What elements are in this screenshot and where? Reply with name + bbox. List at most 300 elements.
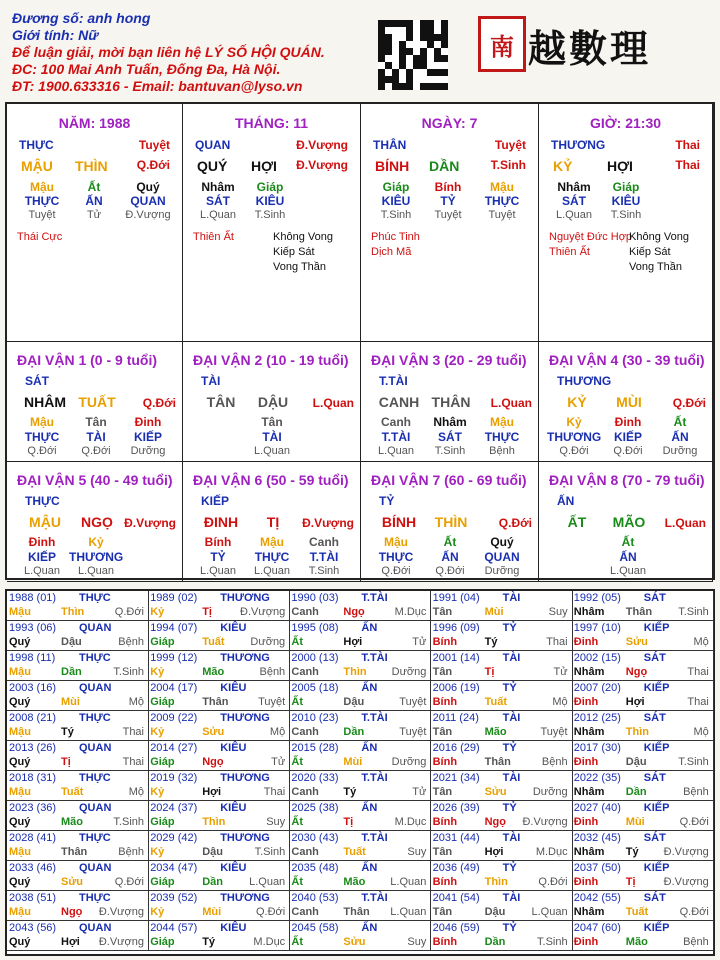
year-branch: Sửu: [202, 726, 225, 738]
year-branch: Dần: [484, 936, 506, 948]
dai-van-cell: [539, 462, 713, 582]
dai-van-stage: Q.Đới: [142, 396, 176, 410]
year-god: ẤN: [361, 862, 378, 874]
hidden-stem: Mậu: [260, 535, 284, 549]
year-stage: Bệnh: [259, 666, 286, 678]
year-label: 2041 (54): [432, 892, 480, 904]
year-stem: Kỷ: [150, 846, 165, 858]
year-god: TỶ: [502, 682, 517, 694]
year-god: KIẾP: [643, 742, 670, 754]
dai-van-god: SÁT: [25, 374, 49, 388]
year-cell: [431, 801, 573, 831]
hidden-god: TÀI: [262, 430, 282, 444]
year-cell: [572, 861, 714, 891]
year-stem: Ất: [291, 936, 303, 948]
hidden-stem: Kỷ: [566, 415, 582, 429]
year-cell: [431, 591, 573, 621]
year-god: KIÊU: [220, 862, 247, 874]
year-stem: Bính: [432, 876, 458, 888]
phone-email-line: ĐT: 1900.633316 - Email: bantuvan@lyso.vn: [12, 78, 303, 94]
year-stage: Q.Đới: [114, 876, 144, 888]
year-branch: Mão: [202, 666, 225, 678]
stage-top: Thai: [675, 138, 700, 152]
year-stage: Thai: [546, 636, 568, 648]
year-branch: Tị: [343, 816, 354, 828]
dai-van-stage: L.Quan: [664, 516, 706, 530]
ten-god-top: QUAN: [195, 138, 231, 152]
year-stage: Suy: [266, 816, 286, 828]
year-god: TÀI: [502, 712, 521, 724]
year-stem: Nhâm: [573, 906, 605, 918]
year-label: 2006 (19): [432, 682, 480, 694]
year-branch: Tý: [202, 936, 216, 948]
year-stem: Tân: [432, 786, 453, 798]
year-stage: Đ.Vượng: [240, 606, 286, 618]
year-cell: [7, 711, 149, 741]
year-stem: Giáp: [150, 756, 175, 768]
year-cell: [148, 861, 290, 891]
pillar-title: NĂM: 1988: [58, 115, 131, 131]
hidden-stage: Tuyệt: [28, 209, 56, 221]
year-stem: Nhâm: [573, 666, 605, 678]
year-cell: [148, 681, 290, 711]
hidden-stem: Nhâm: [557, 180, 591, 194]
year-stage: Tuyệt: [399, 696, 427, 708]
hidden-stage: L.Quan: [609, 565, 647, 577]
hidden-stage: L.Quan: [253, 445, 291, 457]
year-branch: Tý: [343, 786, 357, 798]
hidden-god: THƯƠNG: [69, 550, 124, 564]
year-branch: Thân: [202, 696, 229, 708]
year-cell: [431, 681, 573, 711]
hidden-stem: Đinh: [134, 415, 162, 429]
year-god: T.TÀI: [361, 712, 388, 724]
pillar-grid: [5, 102, 715, 580]
year-label: 2009 (22): [150, 712, 198, 724]
hidden-stage: T.Sinh: [254, 209, 286, 221]
year-label: 2026 (39): [432, 802, 480, 814]
year-label: 2022 (35): [573, 772, 621, 784]
year-cell: [7, 651, 149, 681]
year-stage: Suy: [548, 606, 568, 618]
year-branch: Dậu: [343, 696, 365, 708]
year-branch: Thìn: [202, 816, 226, 828]
year-cell: [431, 771, 573, 801]
pillar-title: GIỜ: 21:30: [589, 115, 662, 131]
year-branch: Sửu: [343, 936, 366, 948]
year-stage: M.Dục: [253, 936, 286, 948]
year-branch: Dần: [202, 876, 223, 888]
year-stage: T.Sinh: [678, 606, 709, 618]
hidden-stage: L.Quan: [77, 565, 115, 577]
year-cell: [7, 861, 149, 891]
year-god: TỶ: [502, 802, 517, 814]
hidden-stem: Giáp: [382, 180, 410, 194]
year-stem: Mậu: [9, 666, 31, 678]
year-stage: Tử: [412, 636, 427, 648]
dai-van-branch: TUẤT: [78, 394, 116, 410]
year-stage: Đ.Vượng: [522, 816, 568, 828]
year-label: 2015 (28): [291, 742, 339, 754]
hidden-stem: Quý: [136, 180, 160, 194]
hidden-god: TỶ: [440, 194, 456, 208]
year-stage: T.Sinh: [254, 846, 286, 858]
year-branch: Mão: [343, 876, 366, 888]
year-stem: Canh: [291, 726, 319, 738]
year-cell: [7, 801, 149, 831]
year-branch: Dần: [625, 786, 647, 798]
year-stem: Giáp: [150, 636, 175, 648]
year-label: 2039 (52): [150, 892, 198, 904]
hidden-stage: L.Quan: [199, 565, 237, 577]
year-stem: Ất: [291, 816, 303, 828]
year-stage: Thai: [687, 666, 709, 678]
year-stage: T.Sinh: [113, 666, 144, 678]
branch-stage: Thai: [675, 158, 700, 172]
year-stem: Bính: [432, 636, 458, 648]
year-branch: Dậu: [484, 906, 506, 918]
hidden-stage: Dưỡng: [130, 445, 166, 457]
year-cell: [431, 861, 573, 891]
hidden-god: THỰC: [484, 194, 520, 208]
year-label: 2021 (34): [432, 772, 480, 784]
year-branch: Dần: [343, 726, 365, 738]
year-branch: Tuất: [61, 786, 84, 798]
hidden-stage: Đ.Vượng: [125, 209, 171, 221]
hidden-stage: L.Quan: [199, 209, 237, 221]
year-god: KIẾP: [643, 922, 670, 934]
year-stem: Bính: [432, 816, 458, 828]
year-stage: L.Quan: [390, 906, 427, 918]
hidden-god: THỰC: [24, 430, 60, 444]
hidden-god: KIẾP: [133, 430, 162, 444]
year-stem: Ất: [291, 876, 303, 888]
year-label: 1996 (09): [432, 622, 480, 634]
year-stem: Bính: [432, 936, 458, 948]
year-god: QUAN: [79, 862, 112, 874]
dai-van-stem: TÂN: [206, 394, 236, 410]
year-stage: Đ.Vượng: [663, 846, 709, 858]
hidden-god: KIÊU: [255, 194, 285, 208]
year-branch: Mùi: [625, 816, 645, 828]
dai-van-stage: Đ.Vượng: [302, 516, 354, 530]
year-god: T.TÀI: [361, 892, 388, 904]
year-stage: Q.Đới: [114, 606, 144, 618]
hidden-stem: Tân: [85, 415, 107, 429]
year-god: TÀI: [502, 772, 521, 784]
hidden-stage: T.Sinh: [434, 445, 466, 457]
hidden-god: SÁT: [206, 194, 230, 208]
star-list-left: Nguyệt Đức Hợp Thiên Ất: [549, 231, 633, 258]
dai-van-cell: [361, 462, 539, 582]
year-label: 2024 (37): [150, 802, 198, 814]
year-stem: Kỷ: [150, 726, 165, 738]
year-stem: Canh: [291, 906, 319, 918]
dai-van-stem: MẬU: [29, 514, 61, 530]
hidden-stage: L.Quan: [377, 445, 415, 457]
hidden-god: KIẾP: [613, 430, 642, 444]
hidden-stem: Bính: [434, 180, 462, 194]
year-branch: Thân: [484, 756, 511, 768]
year-branch: Mùi: [202, 906, 222, 918]
branch-stage: T.Sinh: [490, 158, 526, 172]
year-stage: Tuyệt: [258, 696, 286, 708]
stage-top: Tuyệt: [494, 138, 526, 152]
year-stage: Dưỡng: [250, 636, 286, 648]
heavenly-stem: QUÝ: [197, 158, 228, 174]
year-branch: Mùi: [61, 696, 80, 708]
year-cell: [148, 591, 290, 621]
year-stem: Tân: [432, 606, 453, 618]
year-label: 2012 (25): [573, 712, 621, 724]
year-cell: [148, 651, 290, 681]
year-god: KIẾP: [643, 862, 670, 874]
year-stem: Quý: [9, 636, 31, 648]
hidden-stage: L.Quan: [555, 209, 593, 221]
contact-line: Để luận giải, mời bạn liên hệ LÝ SỐ HỘI QUÁN.: [12, 44, 325, 60]
hidden-stem: Quý: [490, 535, 514, 549]
pillar-title: NGÀY: 7: [421, 115, 478, 131]
year-stage: Bệnh: [541, 756, 568, 768]
year-god: ẤN: [361, 802, 378, 814]
year-label: 2043 (56): [9, 922, 57, 934]
year-label: 1991 (04): [432, 592, 480, 604]
hidden-stem: Giáp: [256, 180, 284, 194]
hidden-god: ẤN: [85, 194, 103, 208]
year-stage: T.Sinh: [537, 936, 568, 948]
year-stage: Q.Đới: [679, 816, 709, 828]
dai-van-cell: [539, 342, 713, 462]
year-label: 2020 (33): [291, 772, 339, 784]
star-list-left: Thiên Ất: [193, 231, 234, 243]
year-label: 1994 (07): [150, 622, 198, 634]
year-branch: Hợi: [343, 636, 363, 648]
year-label: 2007 (20): [573, 682, 621, 694]
year-cell: [7, 831, 149, 861]
year-label: 1999 (12): [150, 652, 198, 664]
dai-van-cell: [7, 462, 183, 582]
year-branch: Ngọ: [343, 606, 365, 618]
hidden-stage: Q.Đới: [27, 445, 57, 457]
dai-van-god: TỶ: [379, 494, 395, 508]
year-label: 2032 (45): [573, 832, 621, 844]
ten-god-top: THƯƠNG: [551, 138, 606, 152]
year-branch: Tị: [202, 606, 212, 618]
year-cell: [572, 591, 714, 621]
hidden-stage: Q.Đới: [559, 445, 589, 457]
dai-van-stage: Q.Đới: [672, 396, 706, 410]
year-stage: Mộ: [693, 726, 709, 738]
year-label: 2019 (32): [150, 772, 198, 784]
year-branch: Thìn: [625, 726, 650, 738]
year-god: KIÊU: [220, 742, 247, 754]
earthly-branch: HỢI: [251, 158, 277, 174]
year-stem: Đinh: [573, 696, 599, 708]
dai-van-cell: [183, 462, 361, 582]
year-god: ẤN: [361, 742, 378, 754]
year-cell: [289, 621, 431, 651]
pillar-cell: [361, 104, 539, 342]
hidden-stem: Nhâm: [433, 415, 467, 429]
year-god: SÁT: [643, 652, 666, 664]
dai-van-title: ĐẠI VẬN 2 (10 - 19 tuổi): [193, 352, 349, 368]
year-cell: [289, 711, 431, 741]
owner-name: Đương số: anh hong: [12, 10, 151, 26]
year-god: T.TÀI: [361, 772, 388, 784]
year-label: 1997 (10): [573, 622, 621, 634]
year-branch: Thân: [343, 906, 370, 918]
hidden-god: THỰC: [254, 550, 290, 564]
year-god: THƯƠNG: [220, 772, 270, 784]
year-god: SÁT: [643, 892, 666, 904]
year-cell: [289, 681, 431, 711]
year-branch: Mùi: [484, 606, 504, 618]
year-god: TÀI: [502, 652, 521, 664]
year-cell: [289, 651, 431, 681]
year-cell: [289, 921, 431, 951]
year-stem: Bính: [432, 696, 458, 708]
year-cell: [148, 621, 290, 651]
year-cell: [148, 921, 290, 951]
year-stem: Quý: [9, 876, 31, 888]
dai-van-god: THỰC: [25, 494, 60, 508]
year-label: 2038 (51): [9, 892, 57, 904]
year-stem: Ất: [291, 696, 303, 708]
hidden-stage: Q.Đới: [435, 565, 465, 577]
red-seal-logo: 南: [478, 16, 526, 72]
year-god: THỰC: [79, 892, 111, 904]
dai-van-god: TÀI: [201, 374, 221, 388]
hidden-god: THỰC: [378, 550, 414, 564]
year-branch: Dậu: [61, 636, 82, 648]
gender: Giới tính: Nữ: [12, 27, 99, 43]
hidden-stem: Bính: [204, 535, 232, 549]
year-stage: Q.Đới: [679, 906, 709, 918]
year-stage: Dưỡng: [391, 756, 427, 768]
year-branch: Thìn: [343, 666, 367, 678]
year-label: 2027 (40): [573, 802, 621, 814]
year-stage: Đ.Vượng: [98, 906, 144, 918]
hidden-stage: L.Quan: [253, 565, 291, 577]
year-cell: [572, 681, 714, 711]
year-god: THỰC: [79, 652, 111, 664]
year-stem: Nhâm: [573, 726, 605, 738]
year-label: 2035 (48): [291, 862, 339, 874]
hidden-god: KIÊU: [381, 194, 411, 208]
year-branch: Tuất: [343, 846, 366, 858]
year-stem: Giáp: [150, 936, 175, 948]
hidden-god: TỶ: [210, 550, 226, 564]
year-god: THỰC: [79, 592, 111, 604]
year-branch: Ngọ: [61, 906, 83, 918]
hidden-stage: Dưỡng: [484, 565, 520, 577]
year-god: TÀI: [502, 592, 521, 604]
dai-van-branch: MÃO: [612, 514, 646, 530]
year-label: 2029 (42): [150, 832, 198, 844]
year-label: 2033 (46): [9, 862, 57, 874]
year-stem: Quý: [9, 696, 31, 708]
year-label: 2036 (49): [432, 862, 480, 874]
hidden-stem: Ất: [673, 415, 687, 429]
year-cell: [148, 801, 290, 831]
dai-van-stage: Đ.Vượng: [124, 516, 176, 530]
year-stage: Bệnh: [118, 846, 144, 858]
hidden-god: ẤN: [671, 430, 689, 444]
dai-van-stem: CANH: [378, 394, 420, 410]
year-branch: Hợi: [625, 696, 645, 708]
year-label: 2040 (53): [291, 892, 339, 904]
year-god: TÀI: [502, 832, 521, 844]
year-cell: [289, 861, 431, 891]
dai-van-title: ĐẠI VẬN 3 (20 - 29 tuổi): [371, 352, 527, 368]
ten-god-top: THÂN: [373, 138, 407, 152]
year-stage: Thai: [687, 696, 709, 708]
hidden-stem: Giáp: [612, 180, 640, 194]
dai-van-stem: ĐINH: [203, 514, 239, 530]
year-label: 1992 (05): [573, 592, 621, 604]
earthly-branch: HỢI: [607, 158, 633, 174]
pillar-cell: [539, 104, 713, 342]
hidden-stem: Kỷ: [88, 535, 104, 549]
year-god: KIÊU: [220, 922, 247, 934]
year-branch: Tị: [61, 756, 71, 768]
year-label: 2023 (36): [9, 802, 57, 814]
hidden-stem: Ất: [443, 535, 457, 549]
year-stage: Suy: [407, 936, 427, 948]
year-stage: Mộ: [552, 696, 568, 708]
year-stage: T.Sinh: [678, 756, 709, 768]
year-stem: Nhâm: [573, 606, 605, 618]
year-branch: Tị: [625, 876, 636, 888]
dai-van-title: ĐẠI VẬN 1 (0 - 9 tuổi): [17, 352, 158, 368]
dai-van-stem: BÍNH: [381, 514, 417, 530]
year-stem: Nhâm: [573, 786, 605, 798]
year-branch: Mão: [484, 726, 507, 738]
hidden-stage: Q.Đới: [81, 445, 111, 457]
year-stem: Đinh: [573, 876, 599, 888]
address-line: ĐC: 100 Mai Anh Tuấn, Đống Đa, Hà Nội.: [12, 61, 281, 77]
year-cell: [572, 891, 714, 921]
year-branch: Dần: [61, 666, 82, 678]
year-stem: Mậu: [9, 906, 31, 918]
year-stage: Đ.Vượng: [663, 876, 709, 888]
dai-van-stem: ẤT: [567, 514, 587, 530]
year-stem: Canh: [291, 846, 319, 858]
year-stem: Giáp: [150, 816, 175, 828]
year-cell: [431, 711, 573, 741]
year-god: THỰC: [79, 772, 111, 784]
hidden-stem: Canh: [381, 415, 411, 429]
year-cell: [572, 621, 714, 651]
year-stem: Giáp: [150, 876, 175, 888]
year-stage: Mộ: [269, 726, 286, 738]
heavenly-stem: KỶ: [553, 158, 573, 174]
hidden-stem: Tân: [261, 415, 283, 429]
hidden-stage: Q.Đới: [613, 445, 643, 457]
year-label: 2014 (27): [150, 742, 198, 754]
hidden-god: KIÊU: [611, 194, 641, 208]
hidden-stem: Mậu: [30, 415, 54, 429]
hidden-god: TÀI: [86, 430, 106, 444]
year-god: KIẾP: [643, 622, 670, 634]
year-god: QUAN: [79, 682, 112, 694]
hidden-stem: Mậu: [490, 180, 514, 194]
year-god: SÁT: [643, 772, 666, 784]
year-god: THƯƠNG: [220, 892, 270, 904]
year-stage: Tử: [553, 666, 568, 678]
hidden-stem: Đinh: [28, 535, 56, 549]
year-label: 2047 (60): [573, 922, 621, 934]
